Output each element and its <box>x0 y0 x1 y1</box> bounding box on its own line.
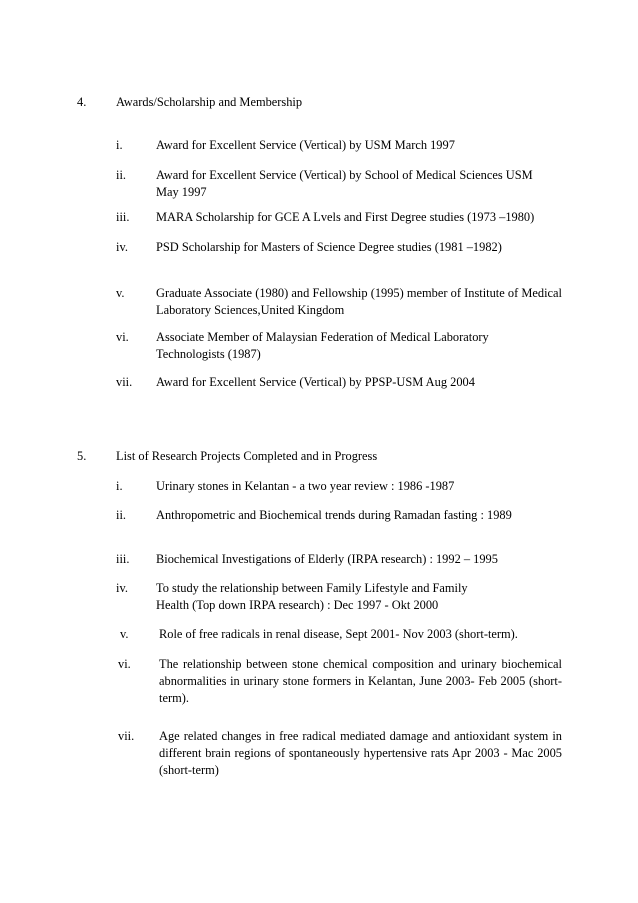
list-item-line: Feb 2005 (short-term). <box>159 674 562 705</box>
list-item-text <box>156 329 562 363</box>
list-item-number: iii. <box>116 210 130 224</box>
list-item-line: Role of free radicals in renal disease, Sept 2001- Nov 2003 (short-term). <box>159 627 518 641</box>
list-item-text <box>159 656 562 707</box>
list-item-number: iv. <box>116 581 128 595</box>
list-item-line: Award for Excellent Service (Vertical) by USM March 1997 <box>156 138 455 152</box>
list-item-line: biochemical abnormalities in urinary stone formers in Kelantan, June 2003- <box>159 657 562 688</box>
list-item-number: i. <box>116 138 123 152</box>
list-item-line: To study the relationship between Family Lifestyle and Family <box>156 581 468 595</box>
list-item-line: in different brain regions of spontaneously hypertensive rats Apr 2003 - Mac <box>159 729 562 760</box>
list-item-line: Biochemical Investigations of Elderly (IRPA research) : 1992 – 1995 <box>156 552 498 566</box>
list-item-text <box>156 551 562 568</box>
list-item-text <box>156 507 562 524</box>
list-item-line: Age related changes in free radical mediated damage and antioxidant system <box>159 729 549 743</box>
list-item-text <box>159 728 562 779</box>
list-item-number: vii. <box>118 729 135 743</box>
list-item-number: vi. <box>116 330 129 344</box>
list-item-line: Award for Excellent Service (Vertical) by School of Medical Sciences USM <box>156 168 533 182</box>
list-item-number: ii. <box>116 508 126 522</box>
list-item-line: Health (Top down IRPA research) : Dec 1997 - Okt 2000 <box>156 598 439 612</box>
list-item-text <box>156 167 562 201</box>
section-number: 5. <box>77 449 87 463</box>
list-item-line: PSD Scholarship for Masters of Science Degree studies (1981 –1982) <box>156 240 502 254</box>
list-item-number: ii. <box>116 168 126 182</box>
list-item-number: iii. <box>116 552 130 566</box>
list-item-text <box>156 374 562 391</box>
list-item-number: vi. <box>118 657 131 671</box>
section-title-research: List of Research Projects Completed and in Progress <box>116 449 378 463</box>
list-item-line: Associate Member of Malaysian Federation of Medical Laboratory <box>156 330 489 344</box>
list-item-line: The relationship between stone chemical composition and urinary <box>159 657 497 671</box>
section-title-awards: Awards/Scholarship and Membership <box>116 95 303 109</box>
list-item-number: i. <box>116 479 123 493</box>
list-item-line: Award for Excellent Service (Vertical) by PPSP-USM Aug 2004 <box>156 375 475 389</box>
list-item-text <box>156 209 562 226</box>
list-item-number: iv. <box>116 240 128 254</box>
list-item-line: Urinary stones in Kelantan - a two year review : 1986 -1987 <box>156 479 455 493</box>
list-item-text <box>156 239 562 256</box>
list-item-text <box>156 285 562 319</box>
list-item-number: v. <box>116 286 125 300</box>
list-item-line: MARA Scholarship for GCE A Lvels and First Degree studies (1973 –1980) <box>156 210 535 224</box>
section-number: 4. <box>77 95 87 109</box>
list-item-text <box>156 137 562 154</box>
list-item-line: May 1997 <box>156 185 207 199</box>
list-item-line: Technologists (1987) <box>156 347 261 361</box>
list-item-text <box>156 580 562 614</box>
list-item-line: Anthropometric and Biochemical trends during Ramadan fasting : 1989 <box>156 508 512 522</box>
list-item-text <box>159 626 562 643</box>
list-item-line: Graduate Associate (1980) and Fellowship (1995) member of Institute of <box>156 286 519 300</box>
list-item-line: Medical Laboratory Sciences,United Kingdom <box>156 286 562 317</box>
list-item-line: 2005 (short-term) <box>159 746 562 777</box>
list-item-number: v. <box>120 627 129 641</box>
list-item-text <box>156 478 562 495</box>
list-item-number: vii. <box>116 375 133 389</box>
